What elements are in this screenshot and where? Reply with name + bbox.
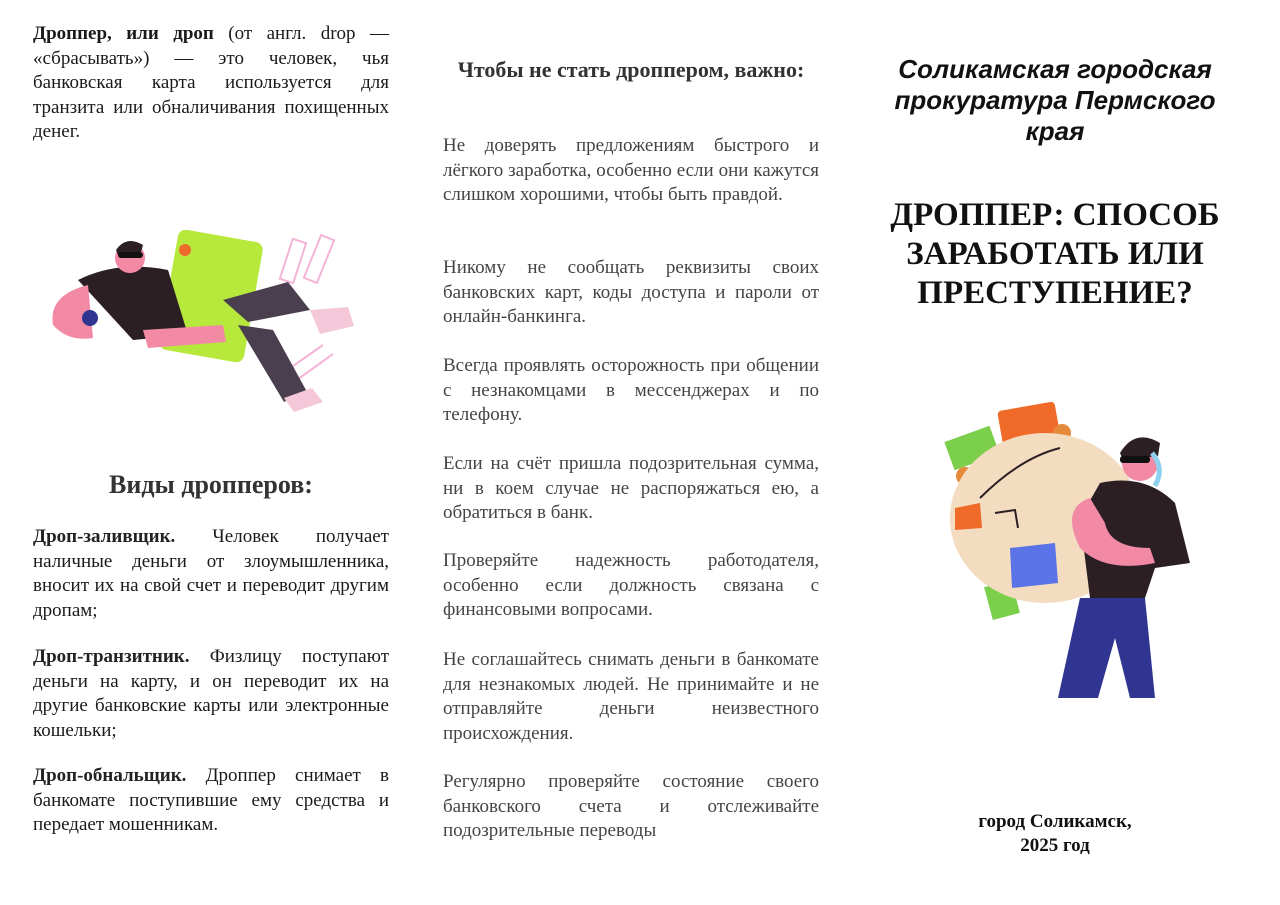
tip-item: Регулярно проверяйте состояние своего банковского счета и отслеживайте подозрительные переводы bbox=[443, 771, 819, 841]
city: город Соликамск, bbox=[978, 811, 1132, 832]
page-title: ДРОППЕР: СПОСОБ ЗАРАБОТАТЬ ИЛИ ПРЕСТУПЕНИЕ? bbox=[890, 197, 1220, 311]
city-footer bbox=[880, 810, 1230, 858]
types-heading: Виды дропперов: bbox=[109, 470, 313, 499]
type-text: Человек получает наличные деньги от злоумышленника, вносит их на свой счет и переводит другим дропам; bbox=[33, 526, 389, 621]
intro-term: Дроппер, или дроп bbox=[33, 23, 214, 44]
year: 2025 год bbox=[1020, 835, 1090, 856]
organization-name: Соликамская городская прокуратура Пермского края bbox=[894, 54, 1216, 146]
intro-paragraph bbox=[33, 22, 389, 145]
type-item-tranzitnik bbox=[33, 645, 389, 743]
running-man-with-card-icon bbox=[48, 230, 368, 430]
thief-with-money-bag-icon bbox=[940, 398, 1200, 708]
tip-item: Никому не сообщать реквизиты своих банковских карт, коды доступа и пароли от онлайн-банкинга. bbox=[443, 257, 819, 327]
tip-item: Не соглашайтесь снимать деньги в банкомате для незнакомых людей. Не принимайте и не отправляйте деньги неизвестного происхождения. bbox=[443, 649, 819, 744]
type-name: Дроп-заливщик. bbox=[33, 526, 176, 547]
type-item-zalivshchik bbox=[33, 525, 389, 623]
tip-item: Не доверять предложениям быстрого и лёгкого заработка, особенно если они кажутся слишком хорошими, чтобы быть правдой. bbox=[443, 135, 819, 205]
type-name: Дроп-обнальщик. bbox=[33, 765, 187, 786]
type-text: Дроппер снимает в банкомате поступившие ему средства и передает мошенникам. bbox=[33, 765, 389, 835]
type-text: Физлицу поступают деньги на карту, и он переводит их на другие банковские карты или электронные кошельки; bbox=[33, 646, 389, 741]
tips-heading: Чтобы не стать дроппером, важно: bbox=[457, 57, 805, 82]
tip-item: Проверяйте надежность работодателя, особенно если должность связана с финансовыми вопросами. bbox=[443, 550, 819, 620]
tip-item: Если на счёт пришла подозрительная сумма, ни в коем случае не распоряжаться ею, а обратиться в банк. bbox=[443, 453, 819, 523]
intro-text: (от англ. drop — «сбрасывать») — это человек, чья банковская карта используется для транзита или обналичивания похищенных денег. bbox=[33, 23, 389, 142]
tip-item: Всегда проявлять осторожность при общении с незнакомцами в мессенджерах и по телефону. bbox=[443, 355, 819, 425]
type-item-obnalshchik bbox=[33, 764, 389, 838]
type-name: Дроп-транзитник. bbox=[33, 646, 190, 667]
